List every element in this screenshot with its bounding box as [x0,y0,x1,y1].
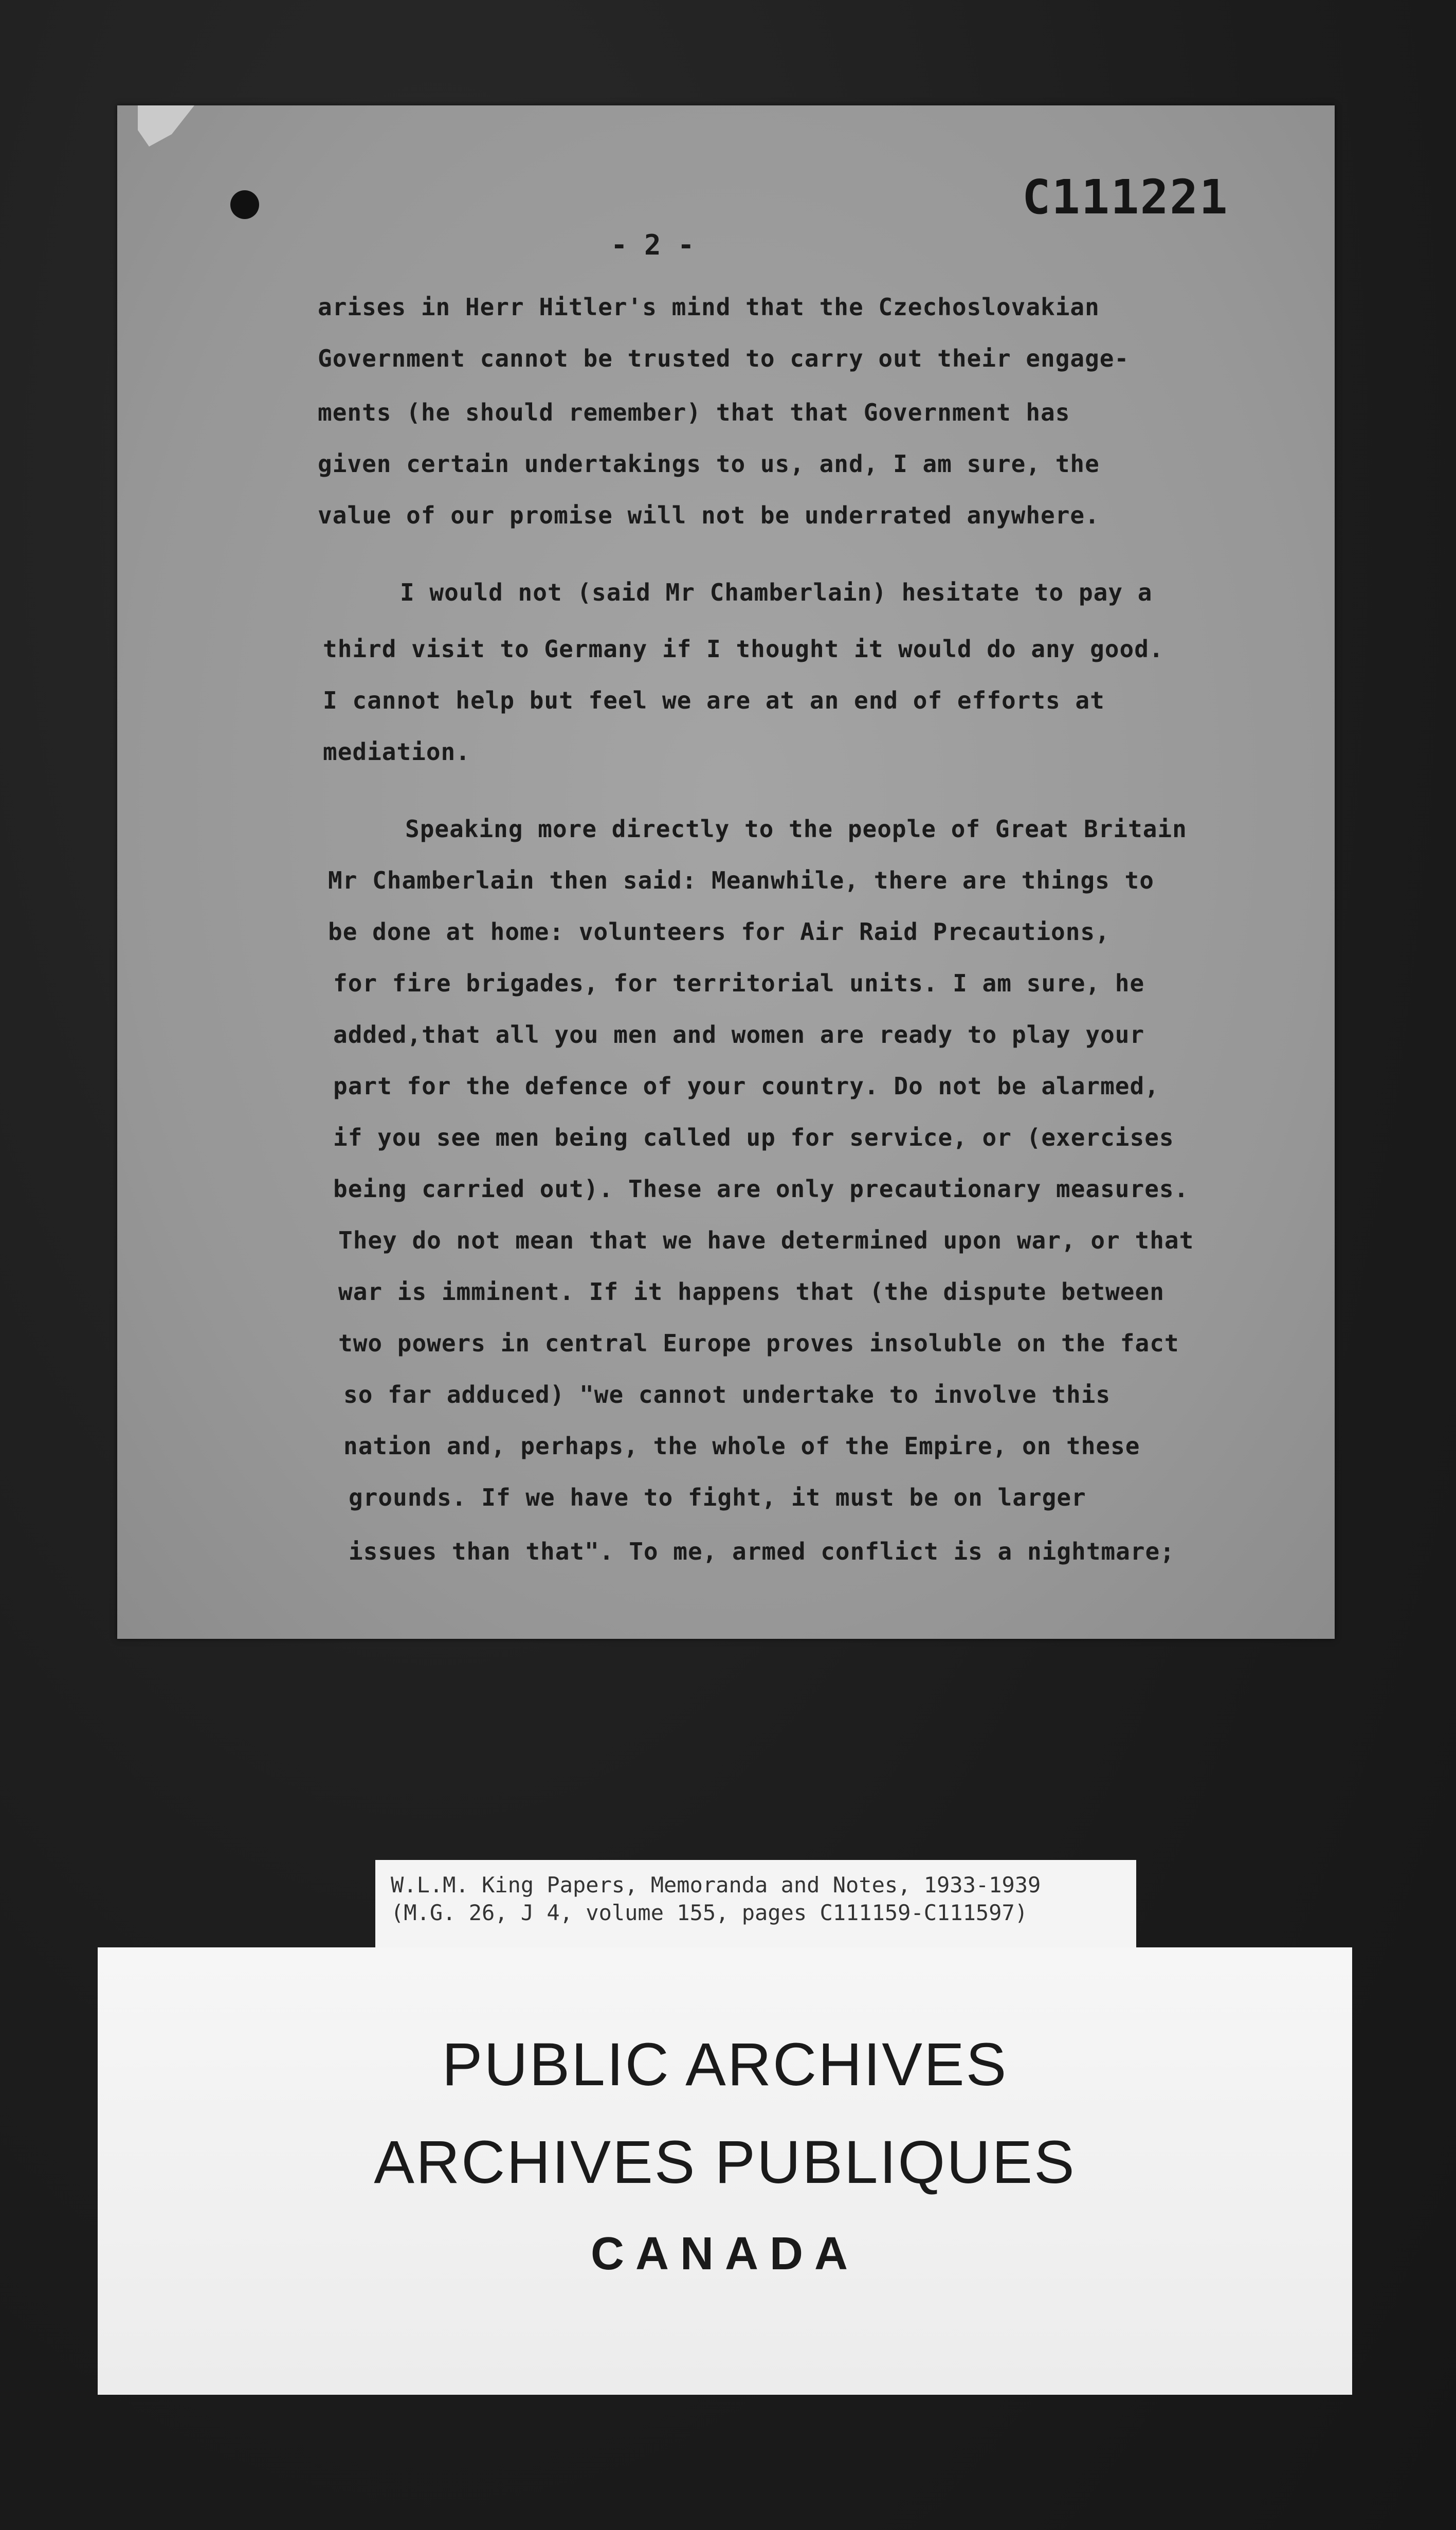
text-line: Government cannot be trusted to carry out their engage- [318,345,1130,372]
text-line: Mr Chamberlain then said: Meanwhile, there are things to [328,866,1154,894]
text-line: if you see men being called up for service, or (exercises [333,1124,1174,1151]
text-line: I cannot help but feel we are at an end of efforts at [323,686,1105,714]
citation-line-2: (M.G. 26, J 4, volume 155, pages C111159-C111597) [391,1900,1028,1925]
text-line: value of our promise will not be underrated anywhere. [318,501,1100,529]
text-line: given certain undertakings to us, and, I am sure, the [318,450,1100,478]
text-line: so far adduced) "we cannot undertake to involve this [343,1381,1111,1408]
text-line: mediation. [323,738,470,766]
text-line: nation and, perhaps, the whole of the Empire, on these [343,1432,1140,1460]
text-line: being carried out). These are only precautionary measures. [333,1175,1189,1203]
text-line: Speaking more directly to the people of Great Britain [405,815,1187,843]
text-line: for fire brigades, for territorial units. I am sure, he [333,969,1145,997]
text-line: added,that all you men and women are ready to play your [333,1021,1145,1049]
text-line: issues than that". To me, armed conflict is a nightmare; [349,1538,1175,1565]
archive-country: CANADA [591,2228,859,2280]
text-line: be done at home: volunteers for Air Raid Precautions, [328,918,1110,946]
punch-hole [230,190,259,219]
text-line: arises in Herr Hitler's mind that the Czechoslovakian [318,293,1100,321]
citation-label [375,1860,1136,1947]
text-line: They do not mean that we have determined upon war, or that [338,1226,1194,1254]
text-line: grounds. If we have to fight, it must be on larger [349,1484,1086,1511]
page-number: - 2 - [611,229,695,261]
text-line: ments (he should remember) that that Government has [318,399,1070,426]
archive-title-english: PUBLIC ARCHIVES [442,2031,1008,2099]
text-line: two powers in central Europe proves insoluble on the fact [338,1329,1179,1357]
archive-title-french: ARCHIVES PUBLIQUES [374,2128,1076,2196]
text-line: part for the defence of your country. Do not be alarmed, [333,1072,1159,1100]
archive-card [98,1947,1352,2395]
reference-number: C111221 [1022,170,1229,225]
citation-line-1: W.L.M. King Papers, Memoranda and Notes, 1933-1939 [391,1872,1041,1898]
torn-corner [138,105,194,147]
text-line: I would not (said Mr Chamberlain) hesitate to pay a [400,579,1153,606]
text-line: war is imminent. If it happens that (the dispute between [338,1278,1164,1306]
text-line: third visit to Germany if I thought it would do any good. [323,635,1164,663]
document-page [117,105,1335,1639]
